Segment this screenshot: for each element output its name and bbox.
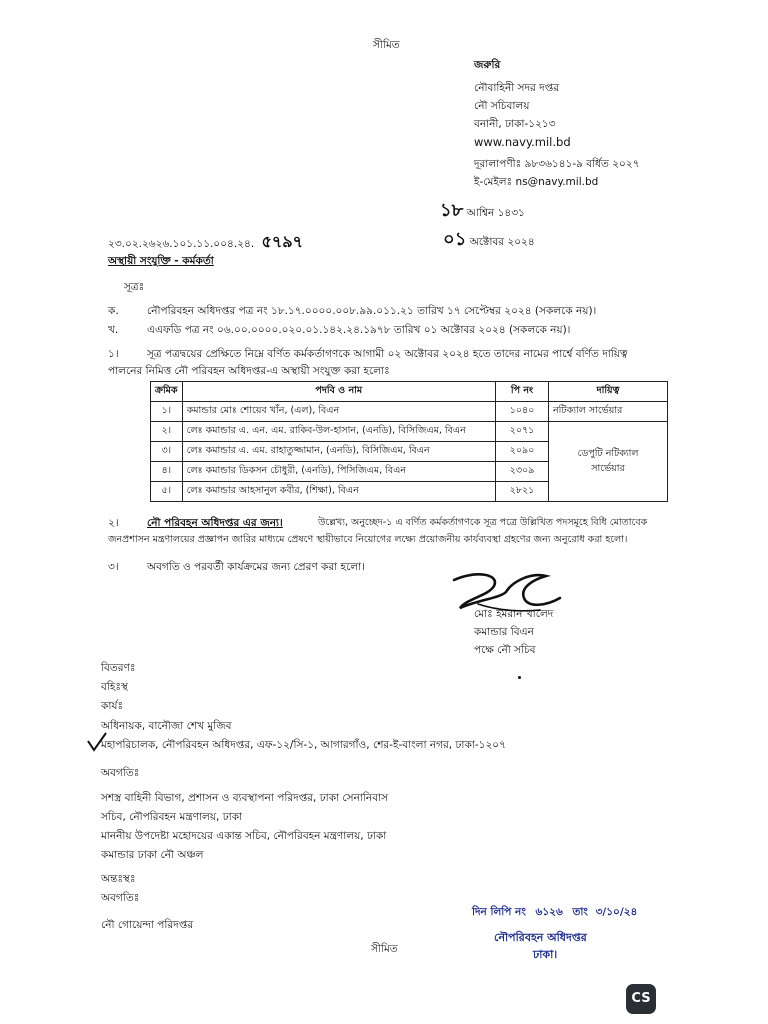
para2-line2: জনপ্রশাসন মন্ত্রণালয়ের প্রজ্ঞাপন জারির মাধ্যমে প্রেষণে স্থায়ীভাবে নিয়োগের লক্ষ্যে প্রয়োজনীয় কার্যব্যবস্থা গ্রহণের জন্য অনুরোধ করা হলো।: [108, 534, 628, 545]
pno-cell: ২০৭১: [496, 422, 549, 442]
pno-cell: ২৮২১: [496, 482, 549, 502]
signatory-on-behalf: পক্ষে নৌ সচিব: [474, 644, 536, 656]
para1-number: ১।: [108, 348, 119, 360]
office-web: www.navy.mil.bd: [474, 135, 571, 149]
reference-text: নৌপরিবহন অধিদপ্তর পত্র নং ১৮.১৭.০০০০.০০৮.৯৯.০১১.২১ তারিখ ১৭ সেপ্টেম্বর ২০২৪ (সকলকে নয়)।: [147, 305, 597, 317]
classification-bottom: সীমিত: [371, 943, 398, 955]
stamp-date-label: তাং: [572, 906, 588, 918]
receipt-stamp-diary: [472, 905, 637, 922]
officer-table: [150, 381, 668, 502]
reference-mark: খ.: [108, 324, 119, 336]
receipt-stamp-city: ঢাকা।: [533, 948, 558, 961]
para3-text: অবগতি ও পরবর্তী কার্যক্রমের জন্য প্রেরণ করা হলো।: [147, 561, 365, 573]
serial-cell: ১।: [151, 402, 183, 422]
info-recipient: সচিব, নৌপরিবহন মন্ত্রণালয়, ঢাকা: [101, 811, 243, 823]
date-english-rest: অক্টোবর ২০২৪: [469, 236, 535, 248]
urgent-label: জরুরি: [474, 59, 501, 71]
serial-cell: ২।: [151, 422, 183, 442]
pno-cell: ২৩০৯: [496, 462, 549, 482]
table-row: [151, 402, 668, 422]
date-bangla: [440, 196, 525, 227]
para2-line1: উল্লেখ্য, অনুচ্ছেদ-১ এ বর্ণিত কর্মকর্তাগণকে সূত্র পত্রে উল্লিখিত পদসমূহে বিধি মোতাবেক: [318, 517, 648, 528]
column-header: পি নং: [496, 382, 549, 402]
distribution-internal: অন্তঃস্থঃ: [101, 873, 136, 885]
stamp-date: ৩/১০/২৪: [595, 906, 638, 918]
duty-cell: নটিক্যাল সার্ভেয়ার: [549, 402, 668, 422]
action-recipient: মহাপরিচালক, নৌপরিবহন অধিদপ্তর, এফ-১২/সি-১, আগারগাঁও, শের-ই-বাংলা নগর, ঢাকা-১২০৭: [101, 739, 506, 751]
duty-line: সার্ভেয়ার: [591, 462, 625, 474]
table-row: [151, 422, 668, 442]
date-english: [443, 225, 535, 256]
info-recipient: মাননীয় উপদেষ্টা মহোদয়ের একান্ত সচিব, নৌপরিবহন মন্ত্রণালয়, ঢাকা: [101, 830, 387, 842]
para3-number: ৩।: [108, 561, 119, 573]
duty-cell-merged: [549, 422, 668, 502]
table-header: [151, 382, 668, 402]
column-header: ক্রমিক: [151, 382, 183, 402]
signatory-name: মোঃ ইমরান খালেদ: [474, 608, 554, 620]
serial-cell: ৩।: [151, 442, 183, 462]
diary-number: ৬১২৬: [535, 906, 563, 918]
office-email: ই-মেইলঃ ns@navy.mil.bd: [474, 176, 599, 188]
memo-number: [108, 229, 303, 256]
name-cell: কমান্ডার মোঃ শোয়েব খাঁন, (এল), বিএন: [182, 402, 495, 422]
para1-line2: পালনের নিমিত্ত নৌ পরিবহন অধিদপ্তর-এ অস্থায়ী সংযুক্ত করা হলোঃ: [108, 365, 390, 377]
date-bangla-day: ১৮: [440, 200, 464, 221]
internal-info-label: অবগতিঃ: [101, 892, 140, 904]
info-recipient: কমান্ডার ঢাকা নৌ অঞ্চল: [101, 849, 204, 861]
column-header: দায়িত্ব: [549, 382, 668, 402]
reference-mark: ক.: [108, 305, 119, 317]
office-line3: বনানী, ঢাকা-১২১৩: [474, 118, 556, 130]
para2-lead: নৌ পরিবহন অধিদপ্তর এর জন্য।: [147, 517, 283, 529]
name-cell: লেঃ কমান্ডার এ. এম. রাহাতুজ্জামান, (এনডি), বিসিজিএম, বিএন: [182, 442, 495, 462]
receipt-stamp-org: নৌপরিবহন অধিদপ্তর: [494, 931, 587, 944]
date-bangla-rest: আশ্বিন ১৪৩১: [466, 207, 525, 219]
pno-cell: ২০৯০: [496, 442, 549, 462]
column-header: পদবি ও নাম: [182, 382, 495, 402]
distribution-info: অবগতিঃ: [101, 767, 140, 779]
office-line1: নৌবাহিনী সদর দপ্তর: [474, 82, 560, 94]
signatory-rank: কমান্ডার বিএন: [474, 626, 534, 638]
classification-top: সীমিত: [373, 39, 400, 51]
reference-heading: সূত্রঃ: [124, 281, 145, 293]
subject: অস্থায়ী সংযুক্তি - কর্মকর্তা: [108, 255, 214, 267]
office-line2: নৌ সচিবালয়: [474, 100, 530, 112]
memo-number-handwritten: ৫৭৯৭: [261, 232, 304, 251]
ink-dot: [518, 676, 521, 679]
name-cell: লেঃ কমান্ডার এ. এন. এম. রাকিব-উল-হাসান, (এনডি), বিসিজিএম, বিএন: [182, 422, 495, 442]
name-cell: লেঃ কমান্ডার আহসানুল কবীর, (শিক্ষা), বিএন: [182, 482, 495, 502]
distribution-title: বিতরণঃ: [101, 662, 136, 674]
action-recipient: অধিনায়ক, বানৌজা শেখ মুজিব: [101, 720, 232, 732]
info-recipient: সশস্ত্র বাহিনী বিভাগ, প্রশাসন ও ব্যবস্থাপনা পরিদপ্তর, ঢাকা সেনানিবাস: [101, 792, 389, 804]
internal-recipient: নৌ গোয়েন্দা পরিদপ্তর: [101, 919, 194, 931]
para1-line1: সূত্র পত্রদ্বয়ের প্রেক্ষিতে নিম্নে বর্ণিত কর্মকর্তাগণকে আগামী ০২ অক্টোবর ২০২৪ হতে তাদের নামের পার্শ্বে বর্ণিত দায়িত্ব: [147, 348, 628, 360]
reference-text: এএফডি পত্র নং ০৬.০০.০০০০.০২০.০১.১৪২.২৪.১৯৭৮ তারিখ ০১ অক্টোবর ২০২৪ (সকলকে নয়)।: [147, 324, 571, 336]
serial-cell: ৪।: [151, 462, 183, 482]
distribution-external: বহিঃস্থ: [101, 681, 128, 693]
camscanner-badge: CS: [626, 984, 656, 1014]
memo-number-printed: ২৩.০২.২৬২৬.১০১.১১.০০৪.২৪.: [108, 238, 255, 250]
date-english-day: ০১: [443, 229, 467, 250]
duty-line: ডেপুটি নটিক্যাল: [577, 447, 639, 459]
name-cell: লেঃ কমান্ডার ডিকসন চৌধুরী, (এনডি), পিসিজিএম, বিএন: [182, 462, 495, 482]
pno-cell: ১০৪০: [496, 402, 549, 422]
office-phone: দূরালাপণীঃ ৯৮৩৬১৪১-৯ বর্ধিত ২০২৭: [474, 158, 640, 170]
diary-label: দিন লিপি নং: [472, 906, 526, 918]
para2-number: ২।: [108, 517, 119, 529]
serial-cell: ৫।: [151, 482, 183, 502]
distribution-action: কার্যঃ: [101, 700, 124, 712]
